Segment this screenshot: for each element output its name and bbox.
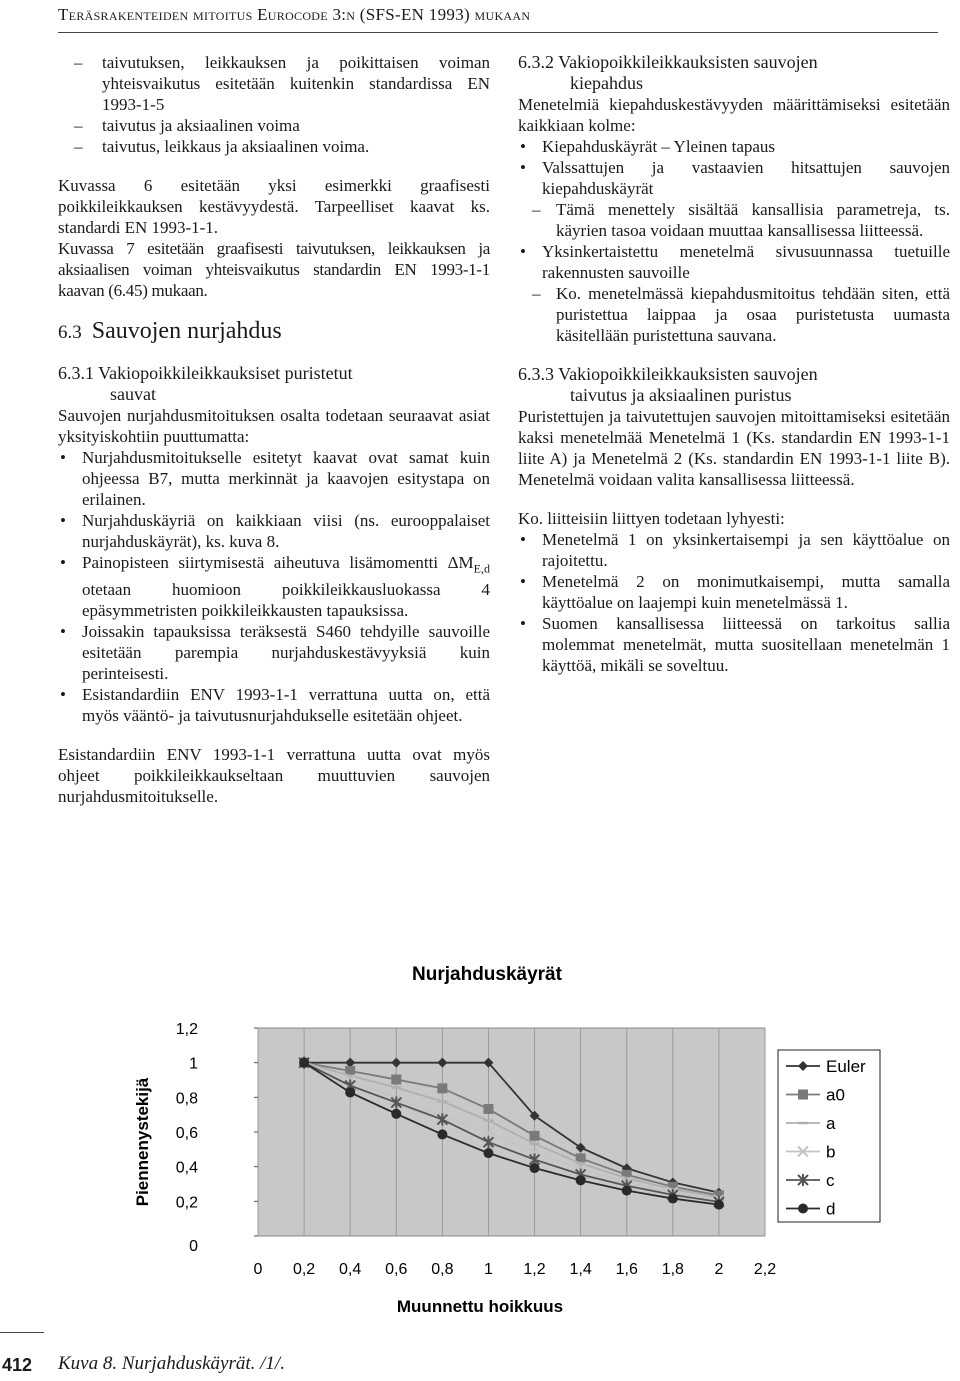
dash-list: [58, 52, 490, 157]
data-point-d: [391, 1109, 401, 1119]
legend-label: a0: [826, 1085, 845, 1105]
sub-dash-item: – Ko. menetelmässä kiepahdusmitoitus tehdään siten, että puristettua laippaa ja osaa puristetusta uumasta käsitellään puristettuna sauvana.: [518, 283, 950, 346]
y-tick-label: 1,2: [175, 1021, 198, 1038]
x-tick-label: 1,4: [569, 1261, 592, 1278]
bullet-text: Valssattujen ja vastaavien hitsattujen sauvojen kiepahduskäyrät: [542, 158, 950, 198]
x-tick-label: 1,2: [523, 1261, 546, 1278]
section-title: Sauvojen nurjahdus: [91, 318, 282, 344]
data-point-a0: [483, 1104, 493, 1114]
figure-caption: Kuva 8. Nurjahduskäyrät. /1/.: [58, 1353, 285, 1374]
data-point-a0: [391, 1074, 401, 1084]
x-tick-label: 0,8: [431, 1261, 454, 1278]
y-tick-label: 0,4: [175, 1159, 198, 1177]
bullet-item: • Menetelmä 1 on yksinkertaisempi ja sen käyttöalue on rajoitettu.: [518, 529, 950, 571]
left-column: [58, 52, 490, 807]
x-tick-label: 1,6: [615, 1261, 638, 1278]
x-tick-label: 1,8: [661, 1261, 684, 1278]
legend-label: a: [826, 1114, 836, 1133]
bullet-item: • Nurjahdusmitoitukselle esitetyt kaavat ovat samat kuin ohjeessa B7, mutta merkinnät ja kaavojen esitystapa on erilainen.: [58, 447, 490, 510]
x-tick-label: 2: [714, 1261, 724, 1278]
bullet-list: [518, 136, 950, 346]
bullet-text: otetaan huomioon poikkileikkausluokassa 4 epäsymmetristen poikkileikkausten tapauksissa.: [82, 580, 490, 621]
subscript: E,d: [473, 561, 490, 576]
bullet-item: • Menetelmä 2 on monimutkaisempi, mutta samalla käyttöalue on laajempi kuin menetelmässä 1.: [518, 571, 950, 613]
legend-label: d: [826, 1199, 836, 1219]
y-axis-label: Piennenystekijä: [133, 1077, 152, 1207]
running-header: Teräsrakenteiden mitoitus Eurocode 3:n (SFS-EN 1993) mukaan: [58, 5, 531, 24]
y-tick-label: 1: [189, 1055, 198, 1073]
subsection-heading-line: kiepahdus: [570, 73, 643, 93]
bullet-item: • Esistandardiin ENV 1993-1-1 verrattuna uutta on, että myös vääntö- ja taivutusnurjahdukselle esitetään ohjeet.: [58, 684, 490, 726]
bullet-item: [58, 552, 490, 621]
sub-dash-list: [518, 283, 950, 346]
data-point-a0: [530, 1131, 540, 1141]
y-tick-label: 0: [189, 1238, 198, 1255]
data-point-d: [668, 1194, 678, 1204]
dash-item: – taivutuksen, leikkauksen ja poikittaisen voiman yhteisvaikutus esitetään kuitenkin standardissa EN 1993-1-5: [58, 52, 490, 115]
subsection-heading-line: sauvat: [110, 384, 156, 404]
x-axis-label: Muunnettu hoikkuus: [396, 1297, 564, 1316]
subsection-heading-line: 6.3.3 Vakiopoikkileikkauksisten sauvojen: [518, 364, 818, 384]
x-tick-label: 0,4: [339, 1261, 362, 1278]
x-tick-label: 0,2: [292, 1261, 316, 1278]
subsection-heading: [518, 364, 950, 406]
subsection-heading-line: taivutus ja aksiaalinen puristus: [570, 385, 792, 405]
x-tick-label: 1: [484, 1261, 493, 1278]
section-number: 6.3: [58, 322, 82, 343]
bullet-list: [518, 529, 950, 676]
bullet-item: [518, 157, 950, 241]
data-point-d: [530, 1163, 540, 1173]
delta-m-symbol: ΔM: [447, 553, 474, 572]
bullet-item: [518, 241, 950, 346]
right-column: [518, 52, 950, 676]
x-tick-label: 0: [253, 1261, 263, 1278]
header-rule: [58, 32, 938, 33]
subsection-heading: [518, 52, 950, 94]
data-point-d: [622, 1186, 632, 1196]
legend-label: Euler: [826, 1057, 866, 1076]
buckling-curves-chart: [110, 930, 890, 1330]
page-number: 412: [2, 1355, 33, 1375]
data-point-d: [345, 1087, 355, 1097]
bullet-item: • Nurjahduskäyriä on kaikkiaan viisi (ns. eurooppalaiset nurjahduskäyrät), ks. kuva 8.: [58, 510, 490, 552]
data-point-d: [576, 1175, 586, 1185]
paragraph: Esistandardiin ENV 1993-1-1 verrattuna uutta ovat myös ohjeet poikkileikkaukseltaan muuttuvien sauvojen nurjahdusmitoitukselle.: [58, 745, 490, 807]
page-rule: [0, 1332, 44, 1333]
bullet-item: • Joissakin tapauksissa teräksestä S460 tehdyille sauvoille esitetään parempia nurjahduskestävyyksiä kuin perinteisesti.: [58, 621, 490, 684]
paragraph: Puristettujen ja taivutettujen sauvojen mitoittamiseksi esitetään kaksi menetelmää Menetelmä 1 (Ks. standardin EN 1993-1-1 liite A) ja Menetelmä 2 (Ks. standardin EN 1993-1-1 liite B). Menetelmä voidaan valita kansallisessa liitteessä.: [518, 407, 950, 489]
paragraph: Sauvojen nurjahdusmitoituksen osalta todetaan seuraavat asiat yksityiskohtiin puuttumatta:: [58, 406, 490, 446]
sub-dash-item: – Tämä menettely sisältää kansallisia parametreja, ts. käyrien tasoa voidaan muuttaa kansallisessa liitteessä.: [518, 199, 950, 241]
bullet-text: Yksinkertaistettu menetelmä sivusuunnassa tuetuille rakennusten sauvoille: [542, 242, 950, 282]
dash-item: – taivutus, leikkaus ja aksiaalinen voima.: [58, 136, 490, 157]
legend-marker-d: [798, 1204, 808, 1214]
bullet-list: [58, 447, 490, 726]
x-tick-label: 0,6: [385, 1261, 408, 1278]
legend-marker-a0: [798, 1090, 808, 1100]
data-point-d: [714, 1200, 724, 1210]
section-heading: [58, 317, 490, 347]
chart-svg: [110, 930, 890, 1330]
dash-item: – taivutus ja aksiaalinen voima: [58, 115, 490, 136]
bullet-item: • Kiepahduskäyrät – Yleinen tapaus: [518, 136, 950, 157]
data-point-d: [299, 1058, 309, 1068]
sub-dash-list: [518, 199, 950, 241]
y-tick-label: 0,8: [175, 1090, 198, 1108]
subsection-heading-line: 6.3.1 Vakiopoikkileikkauksiset puristetut: [58, 363, 353, 383]
data-point-a0: [437, 1083, 447, 1093]
subsection-heading-line: 6.3.2 Vakiopoikkileikkauksisten sauvojen: [518, 52, 818, 72]
paragraph: Kuvassa 6 esitetään yksi esimerkki graafisesti poikkileikkauksen kestävyydestä. Tarpeelliset kaavat ks. standardi EN 1993-1-1.: [58, 176, 490, 237]
y-tick-label: 0,6: [175, 1125, 198, 1142]
subsection-heading: [58, 363, 490, 405]
data-point-d: [437, 1129, 447, 1139]
data-point-d: [483, 1148, 493, 1158]
paragraph: Kuvassa 7 esitetään graafisesti taivutuksen, leikkauksen ja aksiaalisen voiman yhteisvaikutus standardin EN 1993-1-1 kaavan (6.45) mukaan.: [58, 239, 490, 300]
legend-label: c: [826, 1171, 835, 1190]
bullet-item: • Suomen kansallisessa liitteessä on tarkoitus sallia molemmat menetelmät, mutta suositellaan menetelmän 1 käyttöä, mikäli se soveltuu.: [518, 613, 950, 676]
chart-title: Nurjahduskäyrät: [412, 964, 562, 985]
bullet-text: Painopisteen siirtymisestä aiheutuva lisämomentti: [82, 553, 448, 572]
x-tick-label: 2,2: [753, 1261, 777, 1278]
y-tick-label: 0,2: [175, 1194, 198, 1212]
legend-label: b: [826, 1142, 836, 1162]
paragraph: Ko. liitteisiin liittyen todetaan lyhyesti:: [518, 509, 785, 528]
paragraph: Menetelmiä kiepahduskestävyyden määrittämiseksi esitetään kaikkiaan kolme:: [518, 95, 950, 135]
